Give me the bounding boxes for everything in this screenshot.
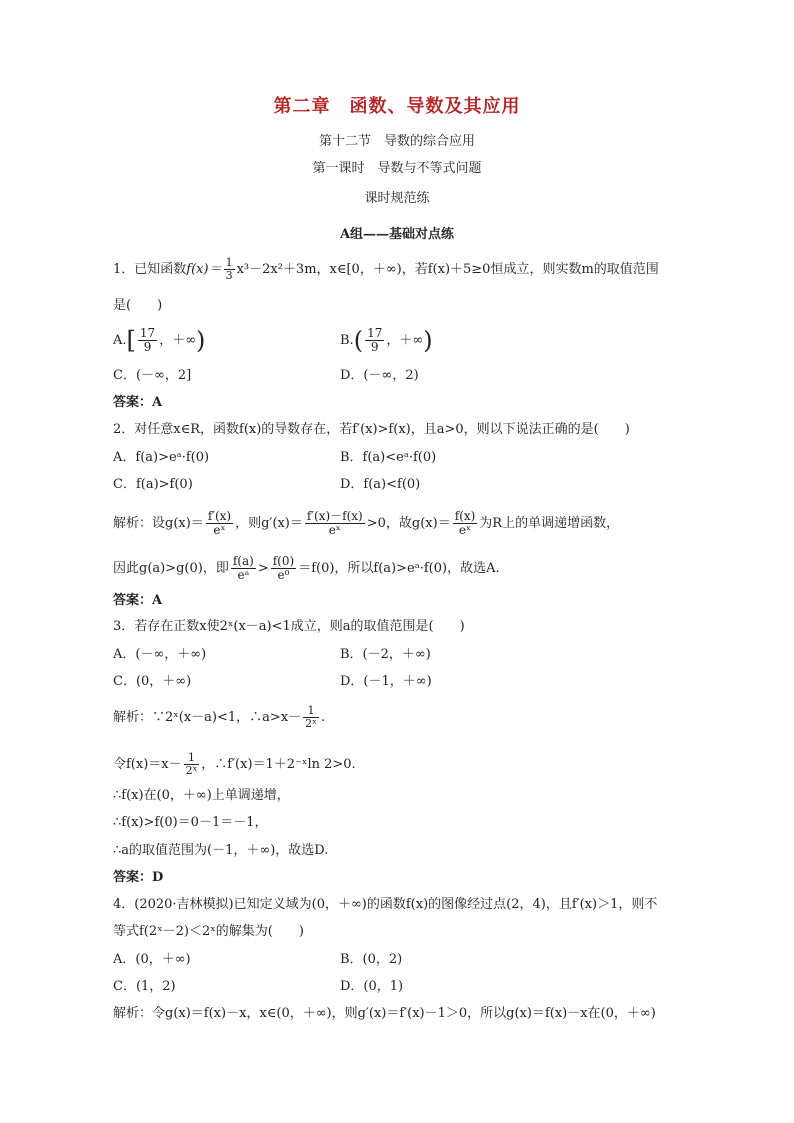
q1-option-c: C．(－∞，2]	[113, 368, 192, 383]
q4-stem-line1: 4．(2020·吉林模拟)已知定义域为(0，＋∞)的函数f(x)的图像经过点(2，4)，且f′(x)＞1，则不	[113, 897, 658, 912]
q3-option-a: A．(－∞，＋∞)	[113, 647, 207, 662]
q1-frac-den: 3	[225, 269, 233, 282]
q1-option-a	[113, 327, 205, 354]
q3-sol2-frac-den: 2ˣ	[185, 764, 198, 777]
q2-sol2-frac2	[271, 555, 296, 582]
q1-stem-line2: 是( )	[113, 298, 163, 313]
q2-sol2-frac1-den: eᵃ	[237, 568, 250, 582]
q3-option-d: D．(－1，＋∞)	[340, 674, 432, 689]
q3-option-b: B．(－2，＋∞)	[340, 647, 431, 662]
paren-open-glyph: (	[353, 326, 364, 355]
section-title: 第十二节 导数的综合应用	[318, 134, 475, 149]
q2-sol1-text-c: >0，故g(x)＝	[366, 516, 451, 531]
q2-sol2-frac1-num: f(a)	[232, 554, 254, 568]
q3-solution-line5: ∴a的取值范围为(－1，＋∞)，故选D.	[113, 843, 329, 858]
q4-stem-line2: 等式f(2ˣ－2)＜2ˣ的解集为( )	[113, 924, 304, 939]
q3-stem: 3．若存在正数x使2ˣ(x－a)<1成立，则a的取值范围是( )	[113, 619, 465, 634]
q1-option-a-num: 17	[139, 326, 156, 340]
q1-option-b-den: 9	[370, 340, 379, 354]
q2-sol2-frac1	[231, 555, 256, 582]
q2-stem: 2．对任意x∈R，函数f(x)的导数存在，若f′(x)>f(x)，且a>0，则以下说法正确的是( )	[113, 422, 630, 437]
q1-option-a-label: A.	[113, 333, 127, 348]
q3-sol2-frac-num: 1	[184, 752, 200, 765]
q2-sol1-frac1-num: f′(x)	[207, 509, 232, 523]
q4-option-d: D．(0，1)	[340, 979, 404, 994]
q1-option-d: D．(－∞，2)	[340, 368, 419, 383]
q3-solution-line3: ∴f(x)在(0，＋∞)上单调递增，	[113, 788, 290, 803]
paren-close-glyph: )	[423, 326, 433, 355]
q2-answer: 答案：A	[113, 593, 163, 608]
q2-sol1-frac3	[453, 510, 478, 537]
q1-answer: 答案：A	[113, 395, 163, 410]
q4-option-b: B．(0，2)	[340, 952, 403, 967]
q2-solution-line1	[113, 510, 619, 537]
q3-sol1-frac	[303, 705, 319, 730]
q2-sol1-frac2-den: eˣ	[328, 523, 341, 537]
q4-solution-line1: 解析：令g(x)＝f(x)－x，x∈(0，＋∞)，则g′(x)＝f′(x)－1＞0，所以g(x)＝f(x)－x在(0，＋∞)	[113, 1006, 656, 1021]
q2-sol2-text-a: 因此g(a)>g(0)，即	[113, 561, 229, 576]
q1-option-b-label: B.	[340, 333, 354, 348]
q1-stem-text: 1．已知函数	[113, 262, 187, 277]
q3-sol1-frac-den: 2ˣ	[305, 717, 317, 730]
q3-sol2-text-b: ，∴f′(x)＝1＋2⁻ˣln 2>0.	[201, 757, 356, 772]
q3-sol1-text-b: .	[320, 710, 325, 725]
q2-option-b: B．f(a)<eᵃ·f(0)	[340, 450, 437, 465]
bracket-open-glyph: [	[126, 326, 136, 355]
q2-sol2-frac2-num: f(0)	[272, 554, 295, 568]
q3-solution-line4: ∴f(x)>f(0)＝0－1＝－1，	[113, 815, 268, 830]
q3-solution-line2	[113, 752, 356, 777]
q2-solution-line2	[113, 555, 500, 582]
q3-sol2-frac	[184, 752, 200, 777]
q1-option-b-num: 17	[367, 326, 383, 340]
chapter-title: 第二章 函数、导数及其应用	[273, 96, 521, 117]
group-heading: A组——基础对点练	[339, 227, 455, 242]
q2-sol1-frac2	[305, 510, 365, 537]
q2-sol2-frac2-den: e⁰	[277, 568, 290, 582]
q2-option-c: C．f(a)>f(0)	[113, 477, 193, 492]
q1-stem	[113, 257, 659, 282]
q1-stem-func: f(x)＝	[186, 262, 222, 277]
q3-sol1-frac-num: 1	[303, 705, 319, 718]
q2-sol1-text-d: 为R上的单调递增函数，	[479, 516, 620, 531]
q1-option-b-fraction	[365, 327, 384, 354]
q2-sol1-frac2-num: f′(x)－f(x)	[306, 509, 363, 523]
q3-sol1-text-a: 解析：∵2ˣ(x－a)<1，∴a>x－	[113, 710, 302, 725]
practice-title: 课时规范练	[364, 191, 430, 206]
q2-sol2-text-c: ＝f(0)，所以f(a)>eᵃ·f(0)，故选A.	[298, 561, 500, 576]
lesson-title: 第一课时 导数与不等式问题	[312, 161, 482, 176]
q1-option-a-fraction	[138, 327, 157, 354]
q1-fraction	[224, 257, 235, 282]
q3-answer: 答案：D	[113, 870, 164, 885]
q3-sol2-text-a: 令f(x)＝x－	[113, 757, 182, 772]
q2-sol1-frac1-den: eˣ	[213, 523, 226, 537]
q1-frac-num: 1	[225, 256, 233, 269]
q4-option-a: A．(0，＋∞)	[113, 952, 191, 967]
q1-option-a-den: 9	[143, 340, 152, 354]
q1-option-b	[340, 327, 433, 354]
q2-sol1-frac3-num: f(x)	[454, 509, 476, 523]
q2-sol1-text-b: ，则g′(x)＝	[235, 516, 303, 531]
q2-option-a: A．f(a)>eᵃ·f(0)	[113, 450, 210, 465]
q2-sol1-text-a: 解析：设g(x)＝	[113, 516, 204, 531]
q1-option-a-tail: ，＋∞	[159, 333, 197, 348]
q1-option-b-tail: ，＋∞	[386, 333, 424, 348]
q3-option-c: C．(0，＋∞)	[113, 674, 192, 689]
q2-sol2-text-b: >	[257, 561, 269, 576]
q4-option-c: C．(1，2)	[113, 979, 176, 994]
q1-stem-rest: x³－2x²＋3m，x∈[0，＋∞)，若f(x)＋5≥0恒成立，则实数m的取值范围	[236, 262, 659, 277]
q2-sol1-frac1	[206, 510, 233, 537]
q3-solution-line1	[113, 705, 325, 730]
paren-close-glyph: )	[196, 326, 206, 355]
q2-sol1-frac3-den: eˣ	[458, 523, 472, 537]
q2-option-d: D．f(a)<f(0)	[340, 477, 421, 492]
